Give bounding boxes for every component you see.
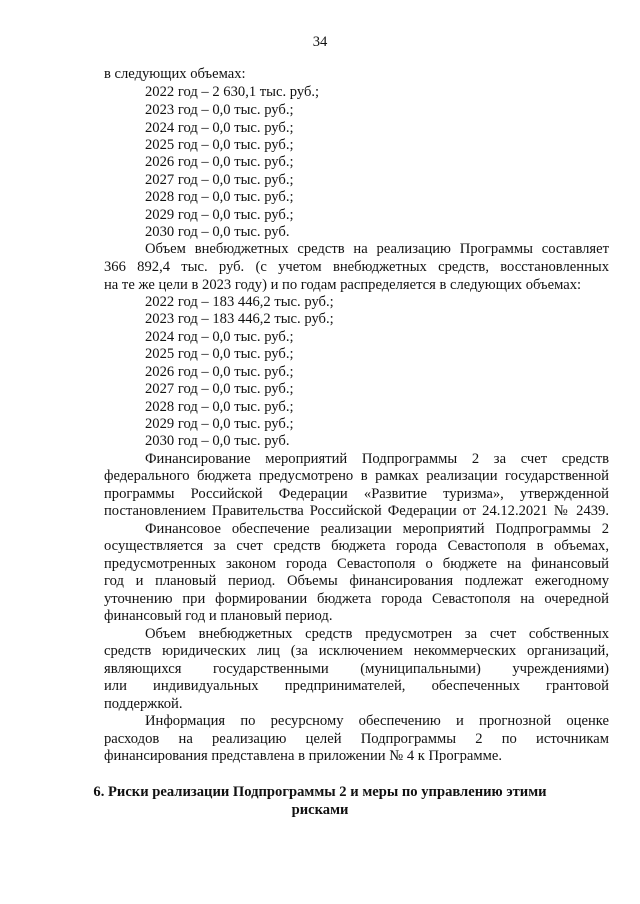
- list-item: 2022 год – 2 630,1 тыс. руб.;: [145, 84, 320, 100]
- paragraph-line: поддержкой.: [104, 696, 183, 712]
- list-item: 2027 год – 0,0 тыс. руб.;: [145, 172, 294, 188]
- paragraph-line: расходов на реализацию целей Подпрограммы 2 по источникам: [104, 731, 609, 747]
- paragraph-line: осуществляется за счет средств бюджета города Севастополя в объемах,: [104, 538, 609, 554]
- paragraph-line: предусмотренных законом города Севастополя о бюджете на финансовый: [104, 556, 609, 572]
- paragraph-line: финансовый год и плановый период.: [104, 608, 333, 624]
- list-item: 2029 год – 0,0 тыс. руб.;: [145, 207, 294, 223]
- paragraph-line: являющихся государственными (муниципальными) учреждениями): [104, 661, 609, 677]
- list-item: 2023 год – 0,0 тыс. руб.;: [145, 102, 294, 118]
- list-item: 2026 год – 0,0 тыс. руб.;: [145, 154, 294, 170]
- paragraph-line: постановлением Правительства Российской Федерации от 24.12.2021 № 2439.: [104, 503, 609, 519]
- intro-line: в следующих объемах:: [104, 66, 246, 82]
- list-item: 2025 год – 0,0 тыс. руб.;: [145, 137, 294, 153]
- paragraph-line: год и плановый период. Объемы финансирования подлежат ежегодному: [104, 573, 609, 589]
- list-item: 2024 год – 0,0 тыс. руб.;: [145, 120, 294, 136]
- heading-line: рисками: [291, 802, 349, 818]
- list-item: 2027 год – 0,0 тыс. руб.;: [145, 381, 294, 397]
- list-item: 2029 год – 0,0 тыс. руб.;: [145, 416, 294, 432]
- paragraph-line: Финансовое обеспечение реализации мероприятий Подпрограммы 2: [145, 521, 609, 537]
- paragraph-line: или индивидуальных предпринимателей, обеспеченных грантовой: [104, 678, 609, 694]
- heading-line: 6. Риски реализации Подпрограммы 2 и меры по управлению этими: [93, 784, 547, 800]
- paragraph-line: уточнению при формировании бюджета города Севастополя на очередной: [104, 591, 609, 607]
- paragraph-line: Объем внебюджетных средств на реализацию Программы составляет: [145, 241, 609, 257]
- list-item: 2030 год – 0,0 тыс. руб.: [145, 224, 290, 240]
- list-item: 2024 год – 0,0 тыс. руб.;: [145, 329, 294, 345]
- paragraph-line: на те же цели в 2023 году) и по годам распределяется в следующих объемах:: [104, 277, 582, 293]
- paragraph-line: средств юридических лиц (за исключением некоммерческих организаций,: [104, 643, 609, 659]
- paragraph-line: федерального бюджета предусмотрено в рамках реализации государственной: [104, 468, 609, 484]
- page-number: 34: [312, 34, 328, 50]
- paragraph-line: Информация по ресурсному обеспечению и прогнозной оценке: [145, 713, 609, 729]
- list-item: 2028 год – 0,0 тыс. руб.;: [145, 399, 294, 415]
- paragraph-line: финансирования представлена в приложении № 4 к Программе.: [104, 748, 502, 764]
- list-item: 2026 год – 0,0 тыс. руб.;: [145, 364, 294, 380]
- paragraph-line: Финансирование мероприятий Подпрограммы 2 за счет средств: [145, 451, 609, 467]
- paragraph-line: программы Российской Федерации «Развитие туризма», утвержденной: [104, 486, 609, 502]
- paragraph-line: Объем внебюджетных средств предусмотрен за счет собственных: [145, 626, 609, 642]
- list-item: 2023 год – 183 446,2 тыс. руб.;: [145, 311, 334, 327]
- list-item: 2025 год – 0,0 тыс. руб.;: [145, 346, 294, 362]
- list-item: 2028 год – 0,0 тыс. руб.;: [145, 189, 294, 205]
- list-item: 2030 год – 0,0 тыс. руб.: [145, 433, 290, 449]
- list-item: 2022 год – 183 446,2 тыс. руб.;: [145, 294, 334, 310]
- paragraph-line: 366 892,4 тыс. руб. (с учетом внебюджетных средств, восстановленных: [104, 259, 609, 275]
